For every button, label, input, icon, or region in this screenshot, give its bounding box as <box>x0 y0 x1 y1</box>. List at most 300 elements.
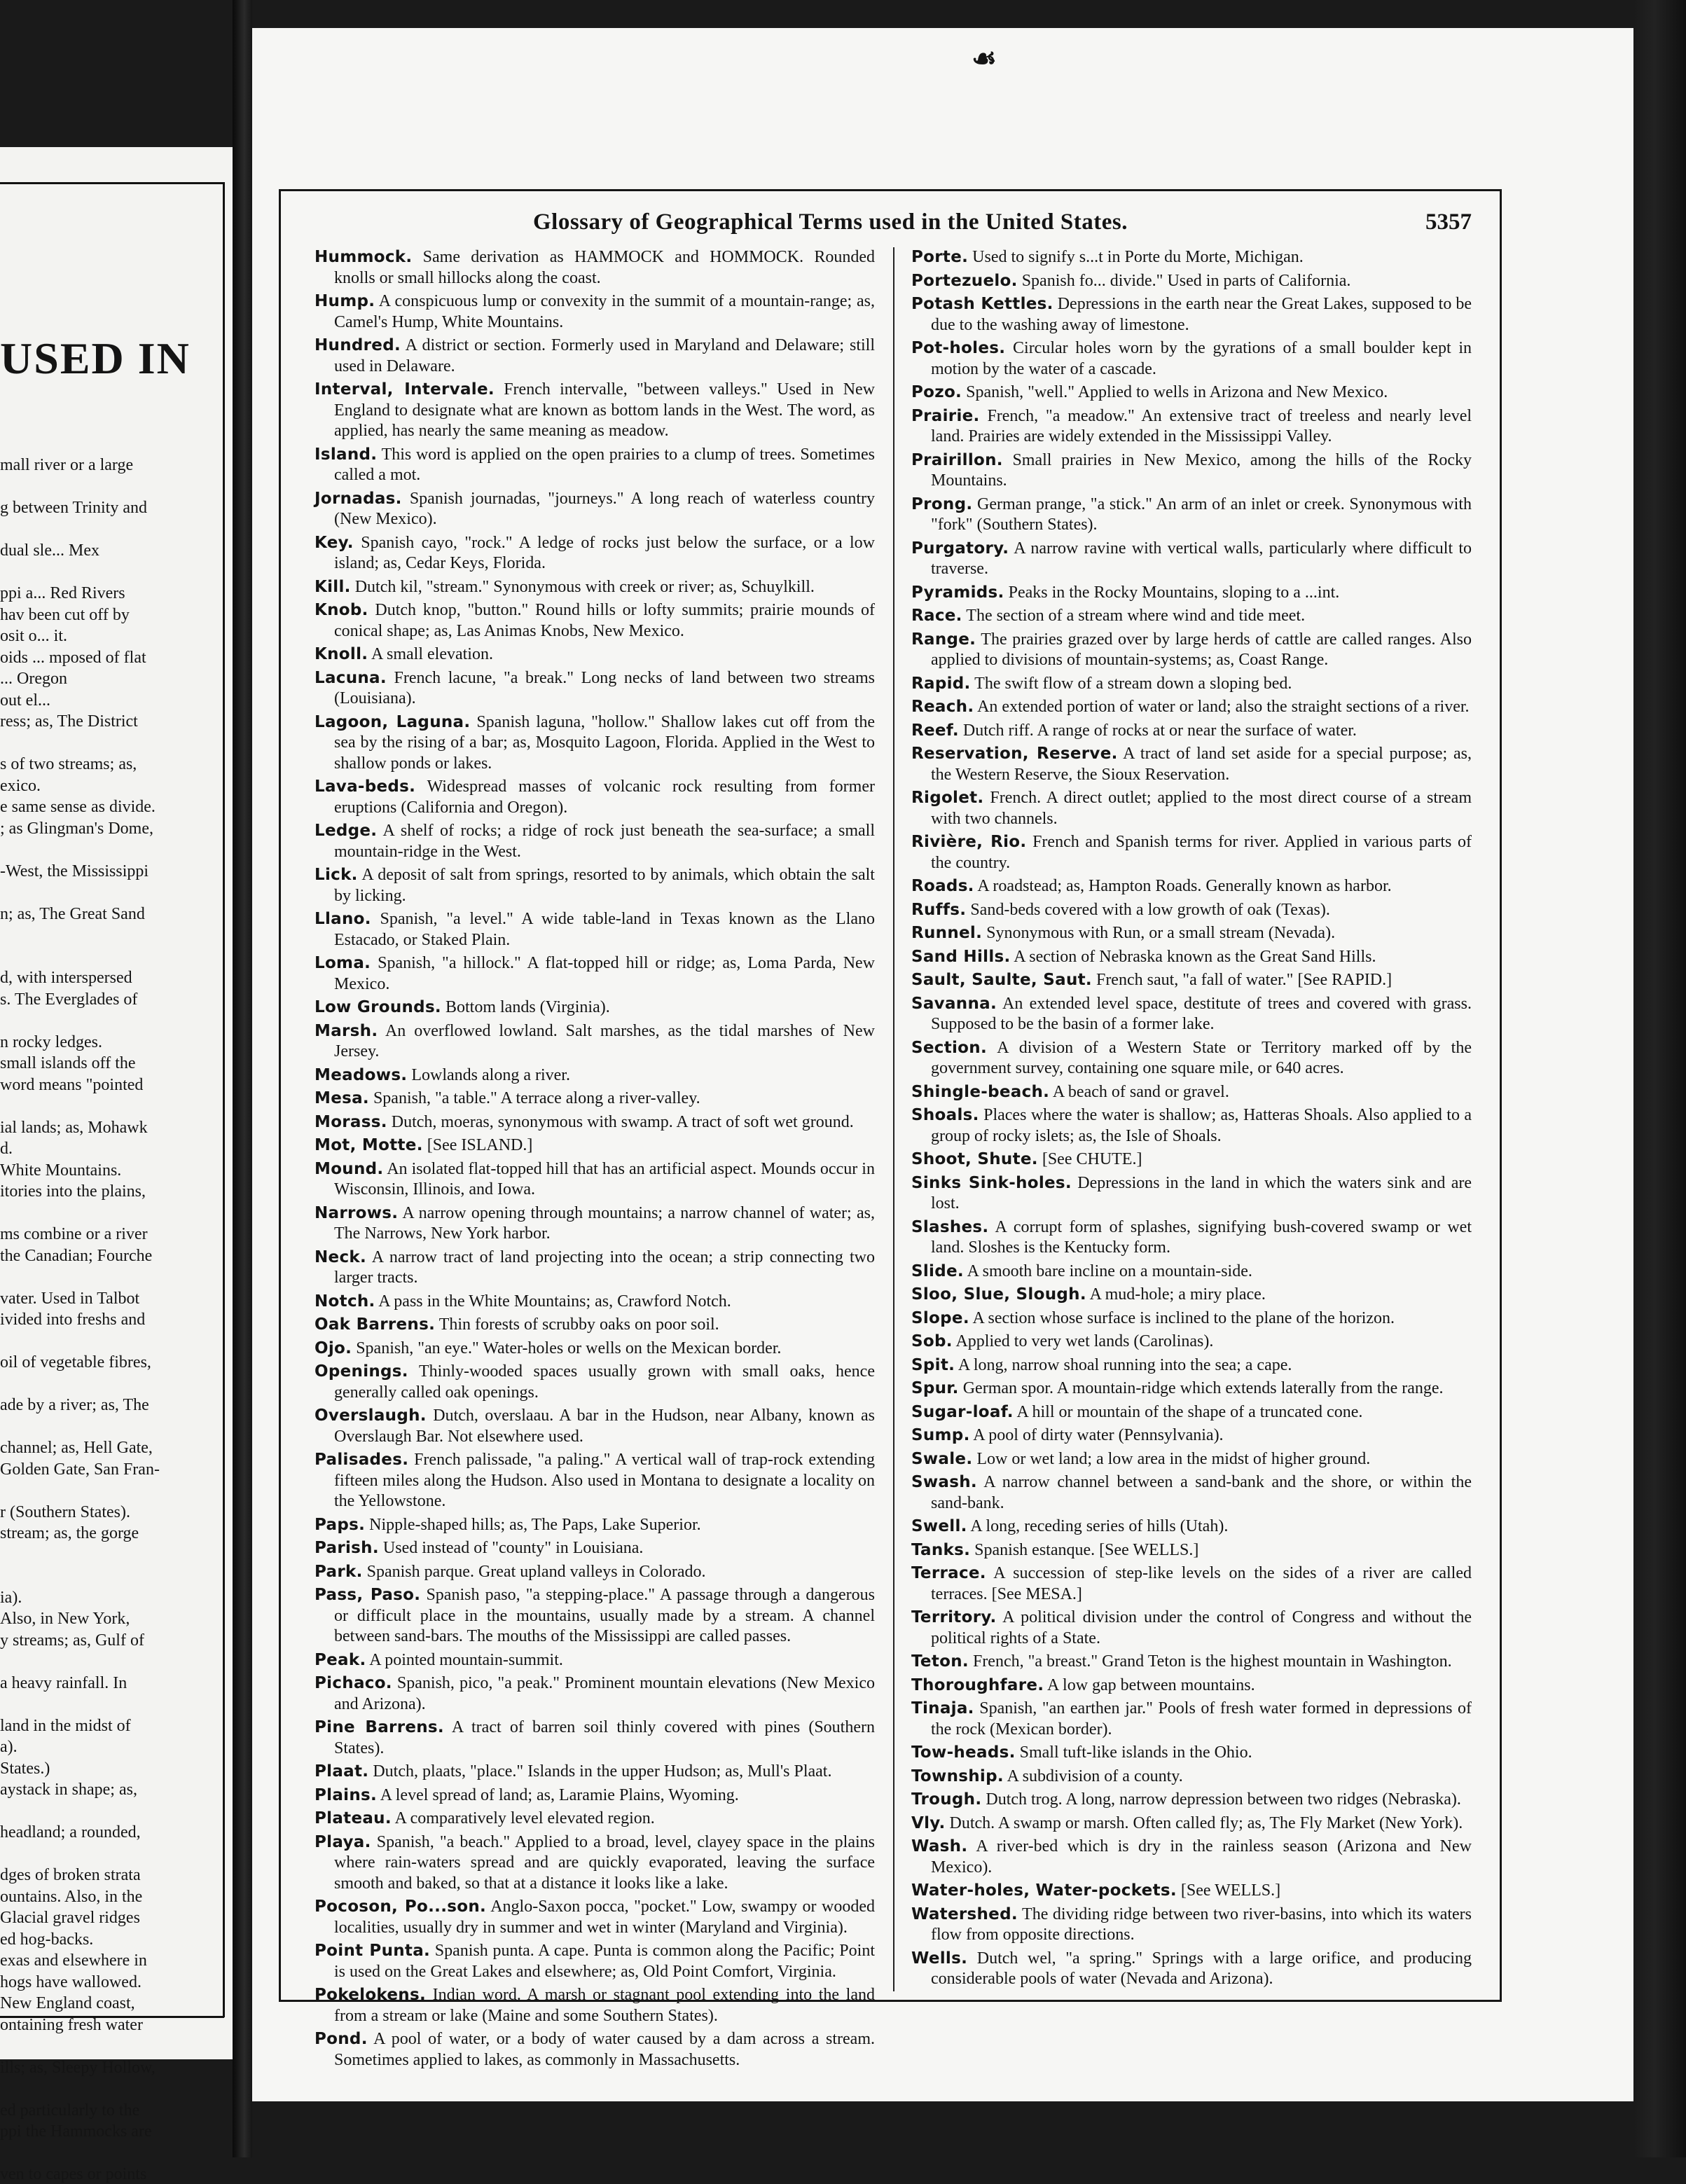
glossary-term: Township. <box>911 1767 1004 1785</box>
glossary-definition: A narrow channel between a sand-bank and the shore, or within the sand-bank. <box>931 1473 1472 1512</box>
facing-page-fragment <box>0 147 233 2183</box>
facing-page-line: ills; as, Sleepy Hollow, <box>0 2058 156 2077</box>
glossary-entry <box>315 600 875 642</box>
glossary-term: Hummock. <box>315 248 413 266</box>
glossary-term: Reservation, Reserve. <box>911 745 1118 763</box>
glossary-term: Paps. <box>315 1515 366 1534</box>
glossary-entry <box>315 909 875 951</box>
glossary-definition: A pool of dirty water (Pennsylvania). <box>973 1426 1224 1444</box>
facing-page-line: -West, the Mississippi <box>0 862 149 880</box>
facing-page-line: n; as, The Great Sand <box>0 904 145 923</box>
glossary-term: Openings. <box>315 1362 408 1381</box>
glossary-definition: Spanish parque. Great upland valleys in Colorado. <box>366 1562 706 1581</box>
glossary-term: Mound. <box>315 1159 384 1178</box>
glossary-entry <box>911 1402 1472 1423</box>
glossary-term: Swash. <box>911 1473 977 1491</box>
glossary-term: Pocoson, Po...son. <box>315 1898 487 1916</box>
facing-page-top-rule <box>0 182 224 184</box>
facing-page-line: ms combine or a river <box>0 1225 148 1243</box>
facing-page-line: d. <box>0 1140 13 1158</box>
glossary-definition: French and Spanish terms for river. Applied in various parts of the country. <box>931 833 1472 872</box>
glossary-entry <box>315 712 875 775</box>
facing-page-line: Golden Gate, San Fran- <box>0 1460 160 1479</box>
glossary-definition: Thin forests of scrubby oaks on poor soil. <box>438 1315 719 1334</box>
glossary-entry <box>911 1516 1472 1537</box>
glossary-entry <box>315 247 875 289</box>
glossary-term: Watershed. <box>911 1905 1018 1923</box>
glossary-term: Rivière, Rio. <box>911 833 1027 851</box>
glossary-term: Vly. <box>911 1813 946 1832</box>
glossary-entry <box>911 1332 1472 1353</box>
glossary-definition: [See CHUTE.] <box>1042 1150 1142 1168</box>
glossary-entry <box>315 1515 875 1536</box>
facing-page-line: White Mountains. <box>0 1161 122 1180</box>
glossary-entry <box>911 1449 1472 1470</box>
glossary-entry <box>315 1562 875 1583</box>
glossary-term: Lagoon, Laguna. <box>315 712 471 731</box>
glossary-term: Interval, Intervale. <box>315 380 495 399</box>
glossary-term: Ledge. <box>315 822 378 840</box>
glossary-term: Sault, Saulte, Saut. <box>911 971 1092 989</box>
glossary-term: Kill. <box>315 577 351 596</box>
glossary-entry <box>315 777 875 818</box>
glossary-entry <box>911 294 1472 336</box>
glossary-entry <box>911 1378 1472 1399</box>
glossary-term: Narrows. <box>315 1203 399 1222</box>
glossary-term: Neck. <box>315 1247 367 1266</box>
glossary-definition: Lowlands along a river. <box>411 1065 570 1084</box>
glossary-entry <box>911 1308 1472 1329</box>
glossary-entry <box>315 668 875 710</box>
glossary-definition: A roadstead; as, Hampton Roads. Generally known as harbor. <box>977 877 1392 895</box>
glossary-definition: A shelf of rocks; a ridge of rock just beneath the sea-surface; a small mountain-ridge in the West. <box>334 822 875 861</box>
glossary-entry <box>315 1450 875 1512</box>
book-gutter <box>233 0 252 2157</box>
glossary-entry <box>911 697 1472 718</box>
glossary-entry <box>315 1021 875 1063</box>
glossary-entry <box>911 271 1472 292</box>
glossary-definition: Spanish laguna, "hollow." Shallow lakes cut off from the sea by the rising of a bar; as, Mosquito Lagoon, Florida. Applied in the West to shallow ponds or lakes. <box>334 712 875 773</box>
glossary-term: Sump. <box>911 1426 970 1444</box>
glossary-definition: A tract of barren soil thinly covered with pines (Southern States). <box>334 1718 875 1757</box>
glossary-entry <box>315 644 875 665</box>
facing-page-line: oids ... mposed of flat <box>0 648 146 667</box>
glossary-entry <box>911 788 1472 829</box>
glossary-term: Race. <box>911 607 962 625</box>
glossary-definition: Spanish paso, "a stepping-place." A passage through a dangerous or difficult place in the mountains, usually made by a stream. A channel between sand-bars. The mouths of the Mississippi are called passes. <box>334 1586 875 1645</box>
glossary-entry <box>315 445 875 486</box>
glossary-term: Rapid. <box>911 674 971 693</box>
glossary-entry <box>315 997 875 1018</box>
glossary-entry <box>315 380 875 442</box>
glossary-term: Wells. <box>911 1949 968 1968</box>
glossary-term: Parish. <box>315 1539 379 1557</box>
glossary-definition: A pass in the White Mountains; as, Crawford Notch. <box>378 1292 731 1311</box>
facing-page-line: ppi the Hammocks are <box>0 2122 152 2141</box>
glossary-definition: Depressions in the earth near the Great Lakes, supposed to be due to the washing away of limestone. <box>931 295 1472 334</box>
glossary-definition: A river-bed which is dry in the rainless season (Arizona and New Mexico). <box>931 1837 1472 1877</box>
glossary-entry <box>315 1088 875 1110</box>
glossary-term: Ruffs. <box>911 900 967 919</box>
glossary-entry <box>911 970 1472 991</box>
glossary-entry <box>315 1809 875 1830</box>
glossary-definition: Spanish, "well." Applied to wells in Arizona and New Mexico. <box>966 383 1388 401</box>
glossary-entry <box>911 1149 1472 1170</box>
facing-page-line: g between Trinity and <box>0 499 147 517</box>
glossary-term: Pozo. <box>911 383 962 401</box>
glossary-definition: Dutch kil, "stream." Synonymous with creek or river; as, Schuylkill. <box>354 577 815 596</box>
glossary-definition: French palissade, "a paling." A vertical wall of trap-rock extending fifteen miles along the Hudson. Also used in Montana to designate a locality on the Yellowstone. <box>334 1451 876 1510</box>
glossary-term: Pond. <box>315 2030 368 2048</box>
facing-page-line: r (Southern States). <box>0 1502 130 1521</box>
glossary-definition: This word is applied on the open prairies to a clump of trees. Sometimes called a mot. <box>334 445 875 484</box>
facing-page-line: dual sle... Mex <box>0 541 99 560</box>
glossary-term: Island. <box>315 445 378 464</box>
facing-page-line: s of two streams; as, <box>0 755 137 773</box>
glossary-term: Slide. <box>911 1262 964 1280</box>
page-title: Glossary of Geographical Terms used in the United States. <box>533 209 1128 235</box>
facing-page-line: ade by a river; as, The <box>0 1396 149 1414</box>
glossary-term: Shoot, Shute. <box>911 1150 1038 1168</box>
glossary-entry <box>911 382 1472 403</box>
glossary-entry <box>911 1082 1472 1103</box>
glossary-term: Lava-beds. <box>315 777 416 796</box>
glossary-term: Swell. <box>911 1517 967 1535</box>
glossary-term: Section. <box>911 1038 987 1057</box>
glossary-definition: French saut, "a fall of water." [See RAPID.] <box>1096 971 1393 989</box>
glossary-entry <box>911 994 1472 1035</box>
glossary-term: Palisades. <box>315 1451 409 1469</box>
glossary-definition: A narrow ravine with vertical walls, particularly where difficult to traverse. <box>931 539 1472 578</box>
glossary-definition: Places where the water is shallow; as, Hatteras Shoals. Also applied to a group of rocky islets; as, the Isle of Shoals. <box>931 1106 1472 1145</box>
glossary-term: Tow-heads. <box>911 1743 1016 1762</box>
glossary-term: Sugar-loaf. <box>911 1402 1014 1421</box>
glossary-definition: Spanish, "a hillock." A flat-topped hill or ridge; as, Loma Parda, New Mexico. <box>334 954 876 993</box>
glossary-entry <box>911 744 1472 785</box>
scan-border <box>1633 0 1686 2157</box>
glossary-definition: A division of a Western State or Territory marked off by the government survey, containing one square mile, or 640 acres. <box>931 1038 1472 1077</box>
glossary-term: Savanna. <box>911 994 997 1013</box>
glossary-term: Purgatory. <box>911 539 1009 558</box>
glossary-term: Plains. <box>315 1785 378 1804</box>
glossary-definition: Dutch. A swamp or marsh. Often called fly; as, The Fly Market (New York). <box>949 1813 1463 1832</box>
facing-page-line: Glacial gravel ridges <box>0 1909 140 1927</box>
glossary-term: Park. <box>315 1562 363 1581</box>
glossary-definition: Spanish journadas, "journeys." A long reach of waterless country (New Mexico). <box>334 489 875 528</box>
glossary-term: Pine Barrens. <box>315 1718 444 1736</box>
glossary-definition: The prairies grazed over by large herds of cattle are called ranges. Also applied to divisions of mountain-systems; as, Coast Range. <box>931 630 1472 669</box>
glossary-term: Prairie. <box>911 406 980 425</box>
facing-page-line: y streams; as, Gulf of <box>0 1631 144 1650</box>
glossary-entry <box>315 1159 875 1201</box>
glossary-entry <box>315 1650 875 1671</box>
glossary-definition: Peaks in the Rocky Mountains, sloping to a ...int. <box>1008 583 1340 602</box>
glossary-entry <box>315 489 875 530</box>
glossary-term: Prong. <box>911 495 973 513</box>
facing-page-line: ial lands; as, Mohawk <box>0 1118 148 1137</box>
glossary-definition: Dutch, plaats, "place." Islands in the upper Hudson; as, Mull's Plaat. <box>373 1762 832 1781</box>
glossary-term: Water-holes, Water-pockets. <box>911 1881 1177 1900</box>
glossary-definition: A political division under the control of Congress and without the political rights of a State. <box>931 1608 1472 1647</box>
glossary-entry <box>911 606 1472 627</box>
glossary-term: Notch. <box>315 1292 375 1311</box>
glossary-definition: Spanish fo... divide." Used in parts of California. <box>1021 271 1351 290</box>
glossary-term: Loma. <box>315 954 371 972</box>
facing-page-line: ountains. Also, in the <box>0 1887 143 1906</box>
glossary-term: Hump. <box>315 292 375 310</box>
glossary-term: Portezuelo. <box>911 271 1018 290</box>
facing-page-heading: USED IN <box>0 333 191 383</box>
glossary-column-right <box>911 247 1472 1993</box>
facing-page-line: out el... <box>0 691 50 710</box>
glossary-definition: A section whose surface is inclined to the plane of the horizon. <box>972 1308 1395 1327</box>
glossary-definition: Spanish cayo, "rock." A ledge of rocks just below the surface, or a low island; as, Cedar Keys, Florida. <box>334 533 875 572</box>
glossary-entry <box>911 1837 1472 1878</box>
glossary-entry <box>315 1985 875 2026</box>
glossary-term: Knob. <box>315 601 368 619</box>
glossary-term: Pokelokens. <box>315 1986 426 2004</box>
glossary-definition: Spanish punta. A cape. Punta is common along the Pacific; Point is used on the Great Lakes and elsewhere; as, Old Point Comfort, Virginia. <box>334 1942 875 1981</box>
glossary-term: Sob. <box>911 1332 953 1350</box>
glossary-definition: Same derivation as HAMMOCK and HOMMOCK. Rounded knolls or small hillocks along the coast. <box>334 248 875 287</box>
glossary-definition: German prange, "a stick." An arm of an inlet or creek. Synonymous with "fork" (Southern States). <box>931 495 1472 534</box>
glossary-entry <box>911 1881 1472 1902</box>
glossary-definition: Small prairies in New Mexico, among the hills of the Rocky Mountains. <box>931 450 1472 490</box>
facing-page-line: mall river or a large <box>0 456 134 474</box>
glossary-definition: The dividing ridge between two river-basins, into which its waters flow from opposite directions. <box>931 1905 1472 1944</box>
glossary-entry <box>911 539 1472 580</box>
glossary-entry <box>911 1173 1472 1215</box>
glossary-entry <box>911 923 1472 944</box>
glossary-entry <box>315 1362 875 1403</box>
glossary-definition: Sand-beds covered with a low growth of oak (Texas). <box>970 900 1330 919</box>
facing-page-line: New England coast, <box>0 1994 135 2012</box>
glossary-definition: Indian word. A marsh or stagnant pool extending into the land from a stream or lake (Maine and some Southern States). <box>334 1986 876 2025</box>
glossary-entry <box>315 1673 875 1715</box>
facing-page-line: ontaining fresh water <box>0 2015 143 2034</box>
glossary-term: Terrace. <box>911 1564 986 1582</box>
glossary-entry <box>315 1339 875 1360</box>
glossary-definition: French. A direct outlet; applied to the most direct course of a stream with two channels. <box>931 789 1472 828</box>
glossary-definition: Anglo-Saxon pocca, "pocket." Low, swampy or wooded localities, usually dry in summer and wet in winter (Maryland and Virginia). <box>334 1898 875 1937</box>
facing-page-line: ed hog-backs. <box>0 1930 94 1949</box>
glossary-term: Rigolet. <box>911 789 984 807</box>
glossary-definition: A narrow tract of land projecting into the ocean; a strip connecting two larger tracts. <box>334 1247 875 1287</box>
facing-page-line: d, with interspersed <box>0 969 132 987</box>
facing-page-line: e same sense as divide. <box>0 798 156 816</box>
glossary-definition: Spanish, pico, "a peak." Prominent mountain elevations (New Mexico and Arizona). <box>334 1674 875 1713</box>
facing-page-line: a). <box>0 1738 18 1756</box>
glossary-term: Teton. <box>911 1652 969 1671</box>
glossary-term: Thoroughfare. <box>911 1675 1044 1694</box>
facing-page-line: headland; a rounded, <box>0 1823 141 1841</box>
glossary-term: Llano. <box>315 910 371 928</box>
glossary-term: Prairillon. <box>911 450 1003 469</box>
facing-page-line: osit o... it. <box>0 627 68 645</box>
glossary-entry <box>315 533 875 574</box>
facing-page-line: hav been cut off by <box>0 605 130 624</box>
glossary-entry <box>315 1897 875 1938</box>
glossary-entry <box>315 1292 875 1313</box>
glossary-definition: A low gap between mountains. <box>1047 1675 1255 1694</box>
glossary-term: Potash Kettles. <box>911 295 1053 313</box>
glossary-term: Meadows. <box>315 1065 408 1084</box>
page-number: 5357 <box>1425 209 1472 235</box>
glossary-term: Wash. <box>911 1837 968 1855</box>
facing-page-line: oil of vegetable fibres, <box>0 1353 151 1371</box>
glossary-definition: A pointed mountain-summit. <box>369 1650 563 1669</box>
glossary-term: Pot-holes. <box>911 339 1006 357</box>
glossary-definition: A narrow opening through mountains; a narrow channel of water; as, The Narrows, New York harbor. <box>334 1203 875 1243</box>
glossary-entry <box>315 336 875 377</box>
glossary-term: Jornadas. <box>315 489 402 508</box>
glossary-entry <box>911 1217 1472 1259</box>
glossary-entry <box>315 1135 875 1156</box>
glossary-term: Runnel. <box>911 924 983 942</box>
glossary-definition: [See WELLS.] <box>1180 1881 1281 1900</box>
glossary-entry <box>315 1941 875 1982</box>
glossary-term: Slope. <box>911 1308 969 1327</box>
glossary-term: Shoals. <box>911 1106 979 1124</box>
glossary-entry <box>315 821 875 862</box>
glossary-term: Lick. <box>315 866 358 884</box>
glossary-term: Tinaja. <box>911 1699 974 1718</box>
glossary-term: Porte. <box>911 248 969 266</box>
glossary-definition: Used instead of "county" in Louisiana. <box>382 1539 644 1557</box>
glossary-definition: A long, narrow shoal running into the sea; a cape. <box>958 1355 1292 1374</box>
glossary-term: Spit. <box>911 1355 955 1374</box>
glossary-definition: Dutch, overslaau. A bar in the Hudson, near Albany, known as Overslaugh Bar. Not elsewhere used. <box>334 1407 876 1446</box>
glossary-definition: Depressions in the land in which the waters sink and are lost. <box>931 1173 1472 1212</box>
glossary-term: Pichaco. <box>315 1674 392 1692</box>
facing-page-line: small islands off the <box>0 1054 136 1072</box>
glossary-definition: French lacune, "a break." Long necks of land between two streams (Louisiana). <box>334 668 876 707</box>
glossary-entry <box>911 900 1472 921</box>
glossary-entry <box>911 1675 1472 1696</box>
column-divider <box>893 247 894 1991</box>
glossary-definition: French, "a breast." Grand Teton is the highest mountain in Washington. <box>972 1652 1452 1671</box>
glossary-definition: A district or section. Formerly used in Maryland and Delaware; still used in Delaware. <box>334 336 876 375</box>
glossary-entry <box>911 1540 1472 1561</box>
facing-page-line: n rocky ledges. <box>0 1032 102 1051</box>
glossary-entry <box>911 674 1472 695</box>
glossary-entry <box>911 1813 1472 1834</box>
glossary-entry <box>911 1425 1472 1446</box>
glossary-entry <box>911 1472 1472 1514</box>
glossary-entry <box>315 291 875 333</box>
glossary-entry <box>911 1608 1472 1649</box>
glossary-definition: Bottom lands (Virginia). <box>445 998 610 1016</box>
glossary-term: Sloo, Slue, Slough. <box>911 1285 1086 1304</box>
glossary-term: Pyramids. <box>911 583 1004 602</box>
glossary-term: Range. <box>911 630 976 649</box>
glossary-definition: Spanish, "an eye." Water-holes or wells on the Mexican border. <box>356 1339 782 1357</box>
facing-page-line: exas and elsewhere in <box>0 1951 147 1970</box>
glossary-definition: Spanish, "a level." A wide table-land in Texas known as the Llano Estacado, or Staked Plain. <box>334 910 876 949</box>
glossary-entry <box>911 1563 1472 1605</box>
glossary-definition: An extended portion of water or land; also the straight sections of a river. <box>977 698 1470 716</box>
glossary-definition: A pool of water, or a body of water caused by a dam across a stream. Sometimes applied to lakes, as commonly in Massachusetts. <box>334 2030 875 2069</box>
glossary-term: Territory. <box>911 1608 997 1626</box>
glossary-definition: The section of a stream where wind and tide meet. <box>966 607 1306 625</box>
glossary-term: Mesa. <box>315 1089 369 1107</box>
facing-page-line: ven to capes or points <box>0 2165 147 2183</box>
glossary-entry <box>911 1355 1472 1376</box>
facing-page-line: hogs have wallowed. <box>0 1972 141 1991</box>
facing-page-line: aystack in shape; as, <box>0 1781 137 1799</box>
glossary-entry <box>911 1743 1472 1764</box>
glossary-definition: A smooth bare incline on a mountain-side. <box>967 1262 1252 1280</box>
glossary-definition: Dutch wel, "a spring." Springs with a large orifice, and producing considerable pools of water (Nevada and Arizona). <box>931 1949 1472 1988</box>
glossary-definition: A subdivision of a county. <box>1007 1767 1183 1785</box>
glossary-entry <box>911 1652 1472 1673</box>
glossary-definition: Widespread masses of volcanic rock resulting from former eruptions (California and Oregon). <box>334 777 875 817</box>
facing-page-line: itories into the plains, <box>0 1182 146 1201</box>
glossary-entry <box>315 1785 875 1806</box>
glossary-entry <box>911 406 1472 448</box>
glossary-term: Knoll. <box>315 645 368 663</box>
glossary-definition: Dutch trog. A long, narrow depression between two ridges (Nebraska). <box>986 1790 1461 1809</box>
facing-page-line: ress; as, The District <box>0 712 138 731</box>
facing-page-line: stream; as, the gorge <box>0 1524 139 1542</box>
glossary-entry <box>911 1285 1472 1306</box>
glossary-term: Reef. <box>911 721 959 740</box>
glossary-entry <box>315 1585 875 1647</box>
glossary-definition: French, "a meadow." An extensive tract of treeless and nearly level land. Prairies are widely extended in the Mississippi Valley. <box>931 406 1472 445</box>
glossary-entry <box>911 1038 1472 1079</box>
glossary-definition: Synonymous with Run, or a small stream (Nevada). <box>986 924 1336 942</box>
glossary-entry <box>315 1718 875 1759</box>
glossary-definition: The swift flow of a stream down a sloping bed. <box>974 674 1292 693</box>
glossary-column-left <box>315 247 875 2073</box>
glossary-entry <box>911 247 1472 268</box>
glossary-entry <box>315 2029 875 2071</box>
glossary-term: Slashes. <box>911 1217 989 1236</box>
glossary-definition: A succession of step-like levels on the sides of a river are called terraces. [See MESA.] <box>931 1564 1472 1603</box>
glossary-entry <box>911 630 1472 671</box>
facing-page-line: ed particularly to the <box>0 2101 140 2120</box>
glossary-definition: French intervalle, "between valleys." Used in New England to designate what are known as bottom lands in the West. The word, as applied, has nearly the same meaning as meadow. <box>334 380 876 440</box>
glossary-term: Oak Barrens. <box>315 1315 436 1334</box>
glossary-definition: Applied to very wet lands (Carolinas). <box>955 1332 1214 1350</box>
glossary-entry <box>911 1105 1472 1147</box>
glossary-entry <box>911 1949 1472 1990</box>
glossary-entry <box>315 1065 875 1086</box>
glossary-entry <box>911 721 1472 742</box>
facing-page-line: ... Oregon <box>0 670 67 688</box>
facing-page-line: vater. Used in Talbot <box>0 1289 140 1308</box>
glossary-definition: Dutch, moeras, synonymous with swamp. A tract of soft wet ground. <box>391 1112 854 1131</box>
glossary-page <box>252 28 1633 2101</box>
glossary-term: Tanks. <box>911 1540 971 1559</box>
glossary-entry <box>911 1699 1472 1740</box>
glossary-entry <box>315 953 875 995</box>
glossary-definition: A beach of sand or gravel. <box>1052 1082 1229 1101</box>
facing-page-line: channel; as, Hell Gate, <box>0 1439 153 1457</box>
glossary-term: Spur. <box>911 1379 959 1397</box>
facing-page-line: ivided into freshs and <box>0 1311 146 1329</box>
glossary-term: Key. <box>315 533 354 552</box>
facing-page-frame-rule <box>223 182 225 2017</box>
glossary-definition: A mud-hole; a miry place. <box>1089 1285 1266 1304</box>
glossary-definition: A deposit of salt from springs, resorted to by animals, which obtain the salt by licking. <box>334 866 875 905</box>
glossary-entry <box>911 832 1472 873</box>
glossary-term: Peak. <box>315 1650 366 1669</box>
facing-page-line: ia). <box>0 1588 22 1607</box>
glossary-definition: Low or wet land; a low area in the midst of higher ground. <box>976 1449 1371 1468</box>
glossary-entry <box>315 1832 875 1895</box>
glossary-entry <box>911 876 1472 897</box>
